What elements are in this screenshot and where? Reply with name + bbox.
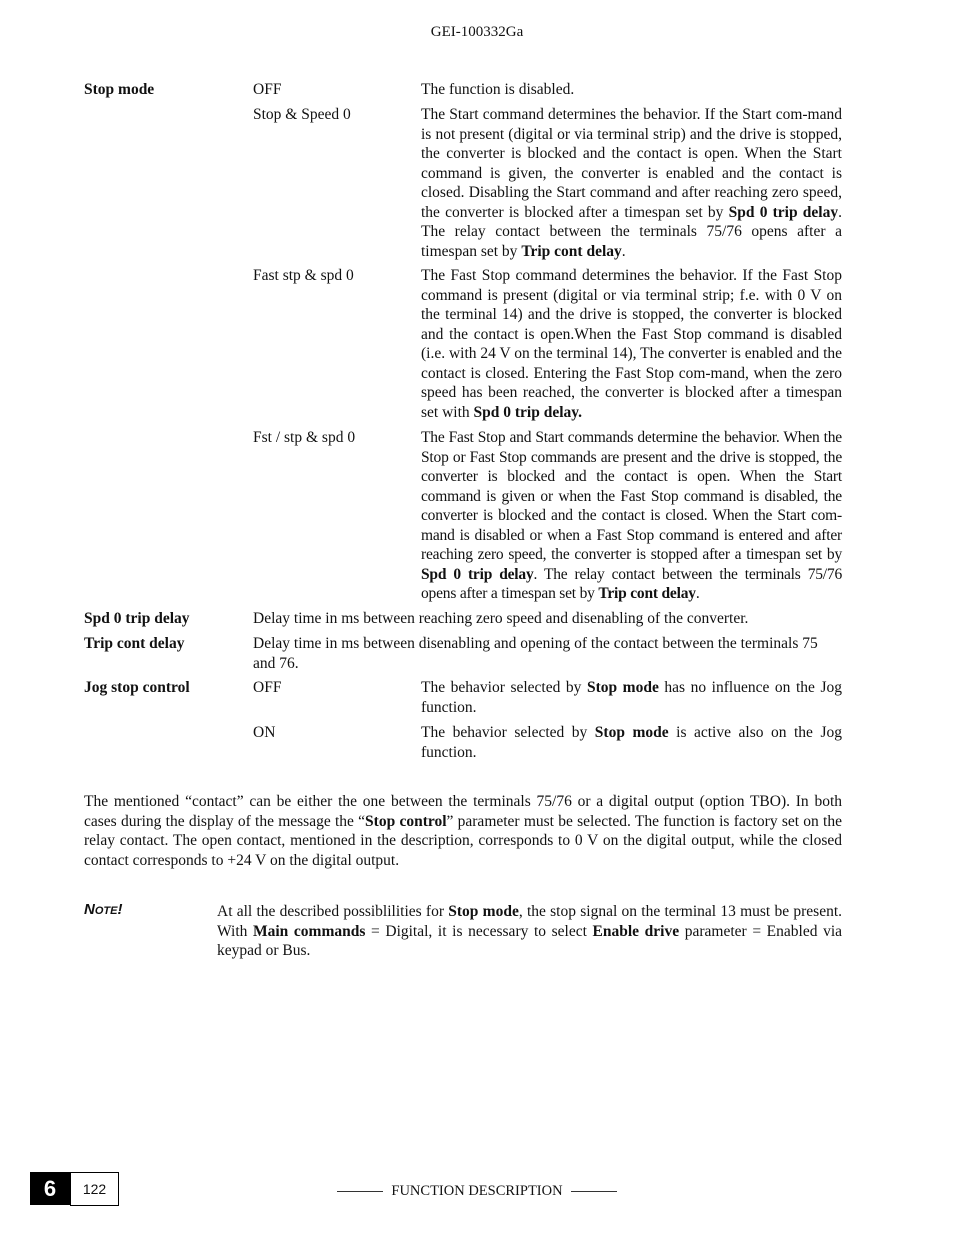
param-trip-cont-delay-label: Trip cont delay (84, 635, 185, 652)
jog-option-off: OFF (253, 679, 282, 696)
footer-rule-right (571, 1191, 617, 1192)
stop-mode-option-off: OFF (253, 81, 282, 98)
footer-rule-left (337, 1191, 383, 1192)
param-spd0-trip-delay-label: Spd 0 trip delay (84, 610, 190, 627)
footer-section-title (0, 1183, 954, 1200)
stop-mode-option-fast-stop: Fast stp & spd 0 (253, 267, 354, 284)
document-id: GEI-100332Ga (430, 24, 524, 40)
jog-option-on-desc: The behavior selected by Stop mode is active also on the Jog function. (421, 724, 842, 761)
stop-mode-option-stop-speed0-desc: The Start command determines the behavior. If the Start com-mand is not present (digital or via terminal strip) and the drive is stopped, the converter is blocked and the contact is open. When the Start command is given, the converter is enabled and the contact is closed. Disabling the Start command and after reaching zero speed, the converter is blocked after a timespan set by Spd 0 trip delay. The relay contact between the terminals 75/76 opens after a timespan set by Trip cont delay. (421, 106, 842, 260)
param-spd0-trip-delay-desc: Delay time in ms between reaching zero speed and disenabling of the converter. (253, 610, 749, 627)
param-jog-stop-control-label: Jog stop control (84, 679, 190, 696)
stop-mode-option-fst-stp-desc: The Fast Stop and Start commands determine the behavior. When the Stop or Fast Stop commands are present and the drive is stopped, the converter is blocked and the contact is open. When the Start command is given or when the Fast Stop command is disabled, the converter is blocked and the contact is closed. When the Start com-mand is disabled or when a Fast Stop command is entered and after reaching zero speed, the converter is stopped after a timespan set by Spd 0 trip delay. The relay contact between the terminals 75/76 opens after a timespan set by Trip cont delay. (421, 429, 843, 602)
jog-option-on: ON (253, 724, 276, 741)
chapter-number-badge: 6 (30, 1172, 70, 1205)
footer-section-text: FUNCTION DESCRIPTION (391, 1183, 563, 1199)
jog-option-off-desc: The behavior selected by Stop mode has no influence on the Jog function. (421, 679, 842, 716)
param-stop-mode-label: Stop mode (84, 81, 155, 98)
page-number: 122 (70, 1172, 119, 1206)
stop-mode-option-off-desc: The function is disabled. (421, 81, 575, 98)
stop-mode-option-stop-speed0: Stop & Speed 0 (253, 106, 351, 123)
param-trip-cont-delay-desc: Delay time in ms between disenabling and opening of the contact between the terminals 75 and 76. (253, 635, 818, 672)
note-label: NOTE! (84, 901, 123, 918)
stop-mode-option-fast-stop-desc: The Fast Stop command determines the behavior. If the Fast Stop command is present (digital or via terminal strip; f.e. with 0 V on the terminal 14) and the drive is stopped, the converter is blocked and the contact is open.When the Fast Stop command is disabled (i.e. with 24 V on the terminal 14), The converter is enabled and the contact is closed. Entering the Fast Stop com-mand, when the zero speed has been reached, the converter is blocked after a timespan set with Spd 0 trip delay. (421, 267, 842, 421)
stop-mode-option-fst-stp: Fst / stp & spd 0 (253, 429, 356, 446)
note-text: At all the described possiblilities for Stop mode, the stop signal on the terminal 13 must be present. With Main commands = Digital, it is necessary to select Enable drive parameter = Enabled via keypad or Bus. (217, 903, 843, 959)
contact-explanation-paragraph: The mentioned “contact” can be either the one between the terminals 75/76 or a digital output (option TBO). In both cases during the display of the message the “Stop control” parameter must be selected. The function is factory set on the relay contact. The open contact, mentioned in the description, corresponds to 0 V on the digital output, while the closed contact corresponds to +24 V on the digital output. (84, 793, 842, 869)
